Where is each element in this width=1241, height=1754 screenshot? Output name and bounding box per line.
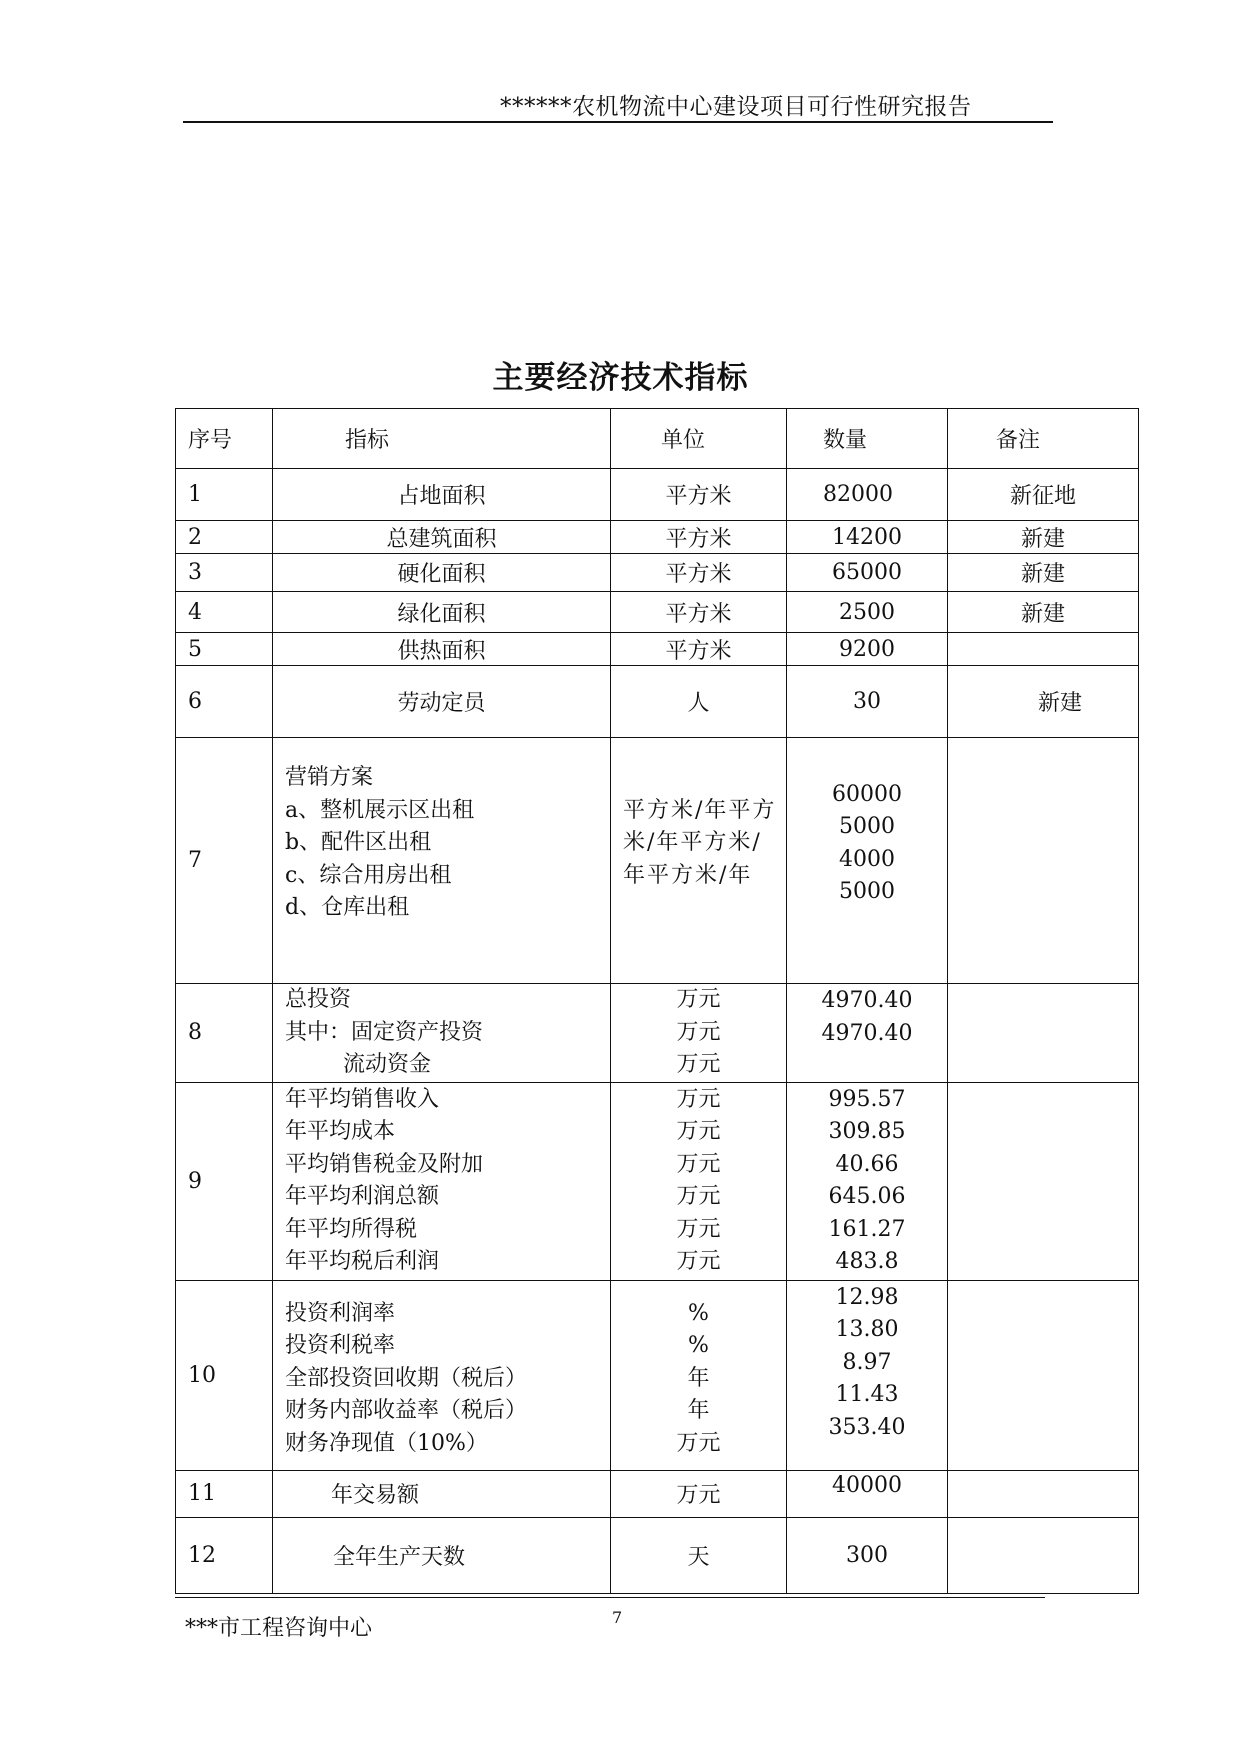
running-header: ******农机物流中心建设项目可行性研究报告 (500, 94, 972, 120)
header-quantity: 数量 (787, 409, 948, 469)
indicator-line: 总投资 (285, 987, 352, 1012)
row-quantity: 300 (787, 1517, 948, 1593)
indicator-line: 其中：固定资产投资 (285, 1019, 484, 1045)
row-indicator: 全年生产天数 (273, 1517, 611, 1593)
indicator-line: c、综合用房出租 (285, 862, 452, 888)
indicator-line: 年平均销售收入 (285, 1086, 440, 1112)
table-row (176, 521, 1139, 554)
header-rule (183, 121, 1053, 123)
quantity-line: 645.06 (828, 1184, 906, 1209)
row-remark (948, 738, 1139, 984)
row-remark: 新建 (948, 666, 1139, 738)
quantity-line: 353.40 (828, 1414, 906, 1440)
quantity-line: 60000 (832, 781, 902, 807)
indicator-line: 流动资金 (343, 1052, 432, 1077)
indicator-line: 财务内部收益率（税后） (285, 1398, 528, 1424)
quantity-line: 483.8 (835, 1249, 899, 1274)
unit-line: 年 (687, 1398, 710, 1424)
header-no: 序号 (176, 409, 273, 469)
row-unit-group (611, 738, 787, 984)
table-row (176, 1280, 1139, 1470)
row-no: 8 (176, 984, 273, 1083)
quantity-line: 13.80 (835, 1317, 899, 1342)
header-indicator: 指标 (273, 409, 611, 469)
quantity-line: 4970.40 (821, 1020, 913, 1046)
footer-rule (175, 1597, 1045, 1598)
row-no: 2 (176, 521, 273, 554)
unit-line: % (688, 1300, 709, 1326)
row-unit-group (611, 1280, 787, 1470)
indicator-line: b、配件区出租 (285, 830, 432, 856)
row-no: 7 (176, 738, 273, 984)
table-row (176, 738, 1139, 984)
unit-line: 万元 (676, 1119, 721, 1144)
indicator-line: 年平均成本 (285, 1119, 396, 1144)
quantity-line: 40.66 (835, 1151, 899, 1177)
table-row (176, 1517, 1139, 1593)
quantity-line: 161.27 (828, 1216, 906, 1242)
row-remark: 新建 (948, 592, 1139, 633)
row-no: 5 (176, 633, 273, 666)
row-no: 6 (176, 666, 273, 738)
header-unit: 单位 (611, 409, 787, 469)
indicator-table (175, 408, 1139, 1594)
row-no: 4 (176, 592, 273, 633)
row-no: 12 (176, 1517, 273, 1593)
row-unit: 平方米 (611, 521, 787, 554)
unit-line: 万元 (676, 1216, 721, 1242)
row-remark (948, 1280, 1139, 1470)
row-unit-group (611, 984, 787, 1083)
indicator-line: 平均销售税金及附加 (285, 1151, 484, 1177)
table-row (176, 1082, 1139, 1280)
table-row (176, 984, 1139, 1083)
table-row (176, 666, 1139, 738)
row-remark (948, 984, 1139, 1083)
indicator-line: 全部投资回收期（税后） (285, 1365, 528, 1391)
row-unit: 平方米 (611, 469, 787, 521)
row-indicator-group (273, 984, 611, 1083)
row-no: 9 (176, 1082, 273, 1280)
unit-line: 万元 (676, 1052, 721, 1077)
quantity-line: 12.98 (835, 1284, 899, 1310)
indicator-line: 年平均所得税 (285, 1216, 418, 1242)
page-number: 7 (612, 1608, 623, 1627)
row-unit: 人 (611, 666, 787, 738)
indicator-line: a、整机展示区出租 (285, 797, 475, 823)
row-quantity-group (787, 738, 948, 984)
indicator-line: 投资利润率 (285, 1300, 396, 1326)
unit-line: 万元 (676, 1184, 721, 1209)
quantity-line: 995.57 (828, 1086, 906, 1112)
row-remark: 新建 (948, 554, 1139, 592)
row-quantity: 30 (787, 666, 948, 738)
unit-line: 万元 (676, 987, 721, 1012)
row-indicator (273, 1470, 611, 1517)
row-no: 1 (176, 469, 273, 521)
row-remark (948, 1082, 1139, 1280)
indicator-text: 年交易额 (331, 1483, 420, 1508)
row-remark (948, 1470, 1139, 1517)
indicator-line: 年平均税后利润 (285, 1249, 440, 1274)
row-quantity: 14200 (787, 521, 948, 554)
header-remark: 备注 (948, 409, 1139, 469)
row-quantity: 2500 (787, 592, 948, 633)
row-quantity-group (787, 1082, 948, 1280)
row-indicator: 劳动定员 (273, 666, 611, 738)
row-unit: 天 (611, 1517, 787, 1593)
row-quantity: 65000 (787, 554, 948, 592)
row-remark (948, 633, 1139, 666)
row-unit: 平方米 (611, 554, 787, 592)
row-quantity-group (787, 1280, 948, 1470)
footer-organization: ***市工程咨询中心 (185, 1616, 373, 1641)
unit-text: 平方米/年平方米/年平方米/年平方米/年 (623, 797, 777, 888)
page-title: 主要经济技术指标 (492, 360, 749, 396)
row-indicator: 占地面积 (273, 469, 611, 521)
row-unit: 平方米 (611, 592, 787, 633)
quantity-line: 5000 (839, 879, 895, 904)
row-unit-group (611, 1082, 787, 1280)
row-quantity: 40000 (787, 1470, 948, 1517)
row-quantity: 82000 (787, 469, 948, 521)
row-remark (948, 1517, 1139, 1593)
row-indicator-group (273, 738, 611, 984)
unit-line: 万元 (676, 1430, 721, 1456)
row-quantity-group (787, 984, 948, 1083)
quantity-line: 4000 (839, 846, 895, 872)
unit-line: 万元 (676, 1249, 721, 1274)
unit-line: 年 (687, 1365, 710, 1391)
table-row (176, 592, 1139, 633)
quantity-line: 309.85 (828, 1119, 906, 1144)
row-remark: 新征地 (948, 469, 1139, 521)
indicator-line: d、仓库出租 (285, 895, 410, 921)
quantity-line: 8.97 (842, 1349, 892, 1375)
row-no: 10 (176, 1280, 273, 1470)
unit-line: 万元 (676, 1151, 721, 1177)
table-row (176, 469, 1139, 521)
unit-line: 万元 (676, 1086, 721, 1112)
row-indicator: 硬化面积 (273, 554, 611, 592)
table-row (176, 1470, 1139, 1517)
row-indicator: 总建筑面积 (273, 521, 611, 554)
row-indicator: 供热面积 (273, 633, 611, 666)
unit-line: 万元 (676, 1019, 721, 1045)
indicator-line: 年平均利润总额 (285, 1184, 440, 1209)
unit-line: % (688, 1333, 709, 1359)
table-header-row (176, 409, 1139, 469)
indicator-line: 营销方案 (285, 765, 374, 791)
row-unit: 平方米 (611, 633, 787, 666)
indicator-line: 财务净现值（10%） (285, 1430, 488, 1456)
quantity-line: 5000 (839, 814, 895, 839)
row-indicator: 绿化面积 (273, 592, 611, 633)
table-row (176, 554, 1139, 592)
row-no: 3 (176, 554, 273, 592)
quantity-line: 4970.40 (821, 988, 913, 1013)
row-quantity: 9200 (787, 633, 948, 666)
row-unit: 万元 (611, 1470, 787, 1517)
row-no: 11 (176, 1470, 273, 1517)
quantity-line: 11.43 (835, 1382, 899, 1407)
row-indicator-group (273, 1280, 611, 1470)
row-indicator-group (273, 1082, 611, 1280)
indicator-line: 投资利税率 (285, 1333, 396, 1359)
table-row (176, 633, 1139, 666)
row-remark: 新建 (948, 521, 1139, 554)
